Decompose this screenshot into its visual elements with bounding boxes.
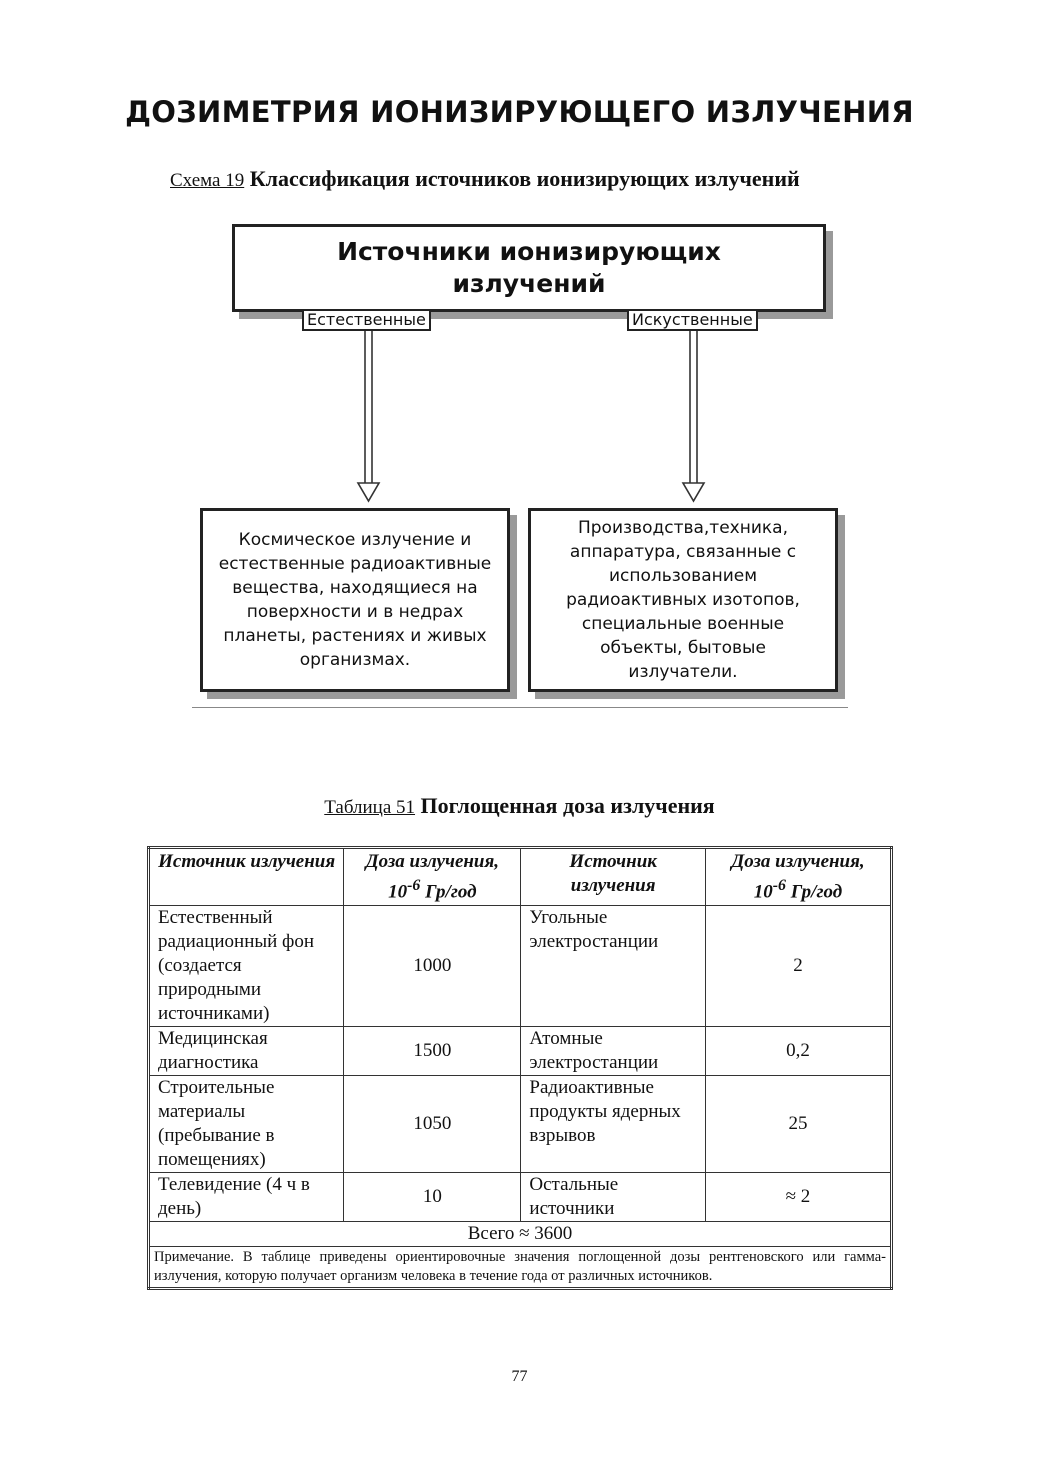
arrow-head-right <box>683 483 704 501</box>
table-number: Таблица 51 <box>324 797 416 818</box>
header-dose-exp: -6 <box>407 877 421 894</box>
source-cell: Медицинская диагностика <box>149 1027 344 1076</box>
table-row <box>149 1173 892 1222</box>
dose-cell: ≈ 2 <box>705 1173 891 1222</box>
header-dose-2 <box>705 848 891 906</box>
root-box: Источники ионизирующих излучений <box>232 224 826 312</box>
source-cell: Строительные материалы (пребывание в помещениях) <box>149 1076 344 1173</box>
header-dose-base: 10 <box>388 881 408 903</box>
classification-diagram <box>192 217 848 708</box>
dose-table <box>147 846 893 1290</box>
dose-cell: 2 <box>705 906 891 1027</box>
header-dose-1 <box>344 848 521 906</box>
branch-label-artificial: Искуственные <box>627 309 758 331</box>
header-source-1: Источник излучения <box>149 848 344 906</box>
table-row <box>149 906 892 1027</box>
table-title: Поглощенная доза излучения <box>420 793 715 818</box>
scheme-number: Схема 19 <box>170 170 245 191</box>
dose-cell: 10 <box>344 1173 521 1222</box>
header-dose-suffix: Гр/год <box>420 881 477 903</box>
arrow-head-left <box>358 483 379 501</box>
total-cell: Всего ≈ 3600 <box>149 1222 892 1247</box>
header-dose-prefix: Доза излучения, <box>731 851 865 872</box>
table-row <box>149 1076 892 1173</box>
dose-cell: 25 <box>705 1076 891 1173</box>
note-cell: Примечание. В таблице приведены ориентировочные значения поглощенной дозы рентгеновского или гамма-излучения, которую получает организм человека в течение года от различных источников. <box>149 1247 892 1289</box>
header-dose-exp: -6 <box>772 877 786 894</box>
source-cell: Остальные источники <box>521 1173 706 1222</box>
table-caption <box>0 793 1039 819</box>
source-cell: Естественный радиационный фон (создается природными источниками) <box>149 906 344 1027</box>
dose-cell: 1050 <box>344 1076 521 1173</box>
source-cell: Атомные электростанции <box>521 1027 706 1076</box>
header-dose-suffix: Гр/год <box>785 881 843 903</box>
scheme-caption <box>170 166 800 192</box>
header-source-2: Источник излучения <box>521 848 706 906</box>
source-cell: Телевидение (4 ч в день) <box>149 1173 344 1222</box>
table-row <box>149 1027 892 1076</box>
natural-sources-box: Космическое излучение и естественные радиоактивные вещества, находящиеся на поверхности и в недрах планеты, растениях и живых организмах. <box>200 508 510 692</box>
table-total-row <box>149 1222 892 1247</box>
table-header-row <box>149 848 892 906</box>
header-dose-base: 10 <box>753 881 773 903</box>
source-cell: Радиоактивные продукты ядерных взрывов <box>521 1076 706 1173</box>
source-cell: Угольные электростанции <box>521 906 706 1027</box>
dose-cell: 1500 <box>344 1027 521 1076</box>
page-number: 77 <box>511 1368 528 1385</box>
dose-cell: 1000 <box>344 906 521 1027</box>
table-note-row <box>149 1247 892 1289</box>
scheme-title: Классификация источников ионизирующих излучений <box>249 166 800 191</box>
page-title: ДОЗИМЕТРИЯ ИОНИЗИРУЮЩЕГО ИЗЛУЧЕНИЯ <box>125 95 914 129</box>
branch-label-natural: Естественные <box>302 309 431 331</box>
artificial-sources-box: Производства,техника, аппаратура, связанные с использованием радиоактивных изотопов, специальные военные объекты, бытовые излучатели. <box>528 508 838 692</box>
header-dose-prefix: Доза излучения, <box>365 851 500 872</box>
diagram-underline <box>192 707 848 708</box>
dose-cell: 0,2 <box>705 1027 891 1076</box>
